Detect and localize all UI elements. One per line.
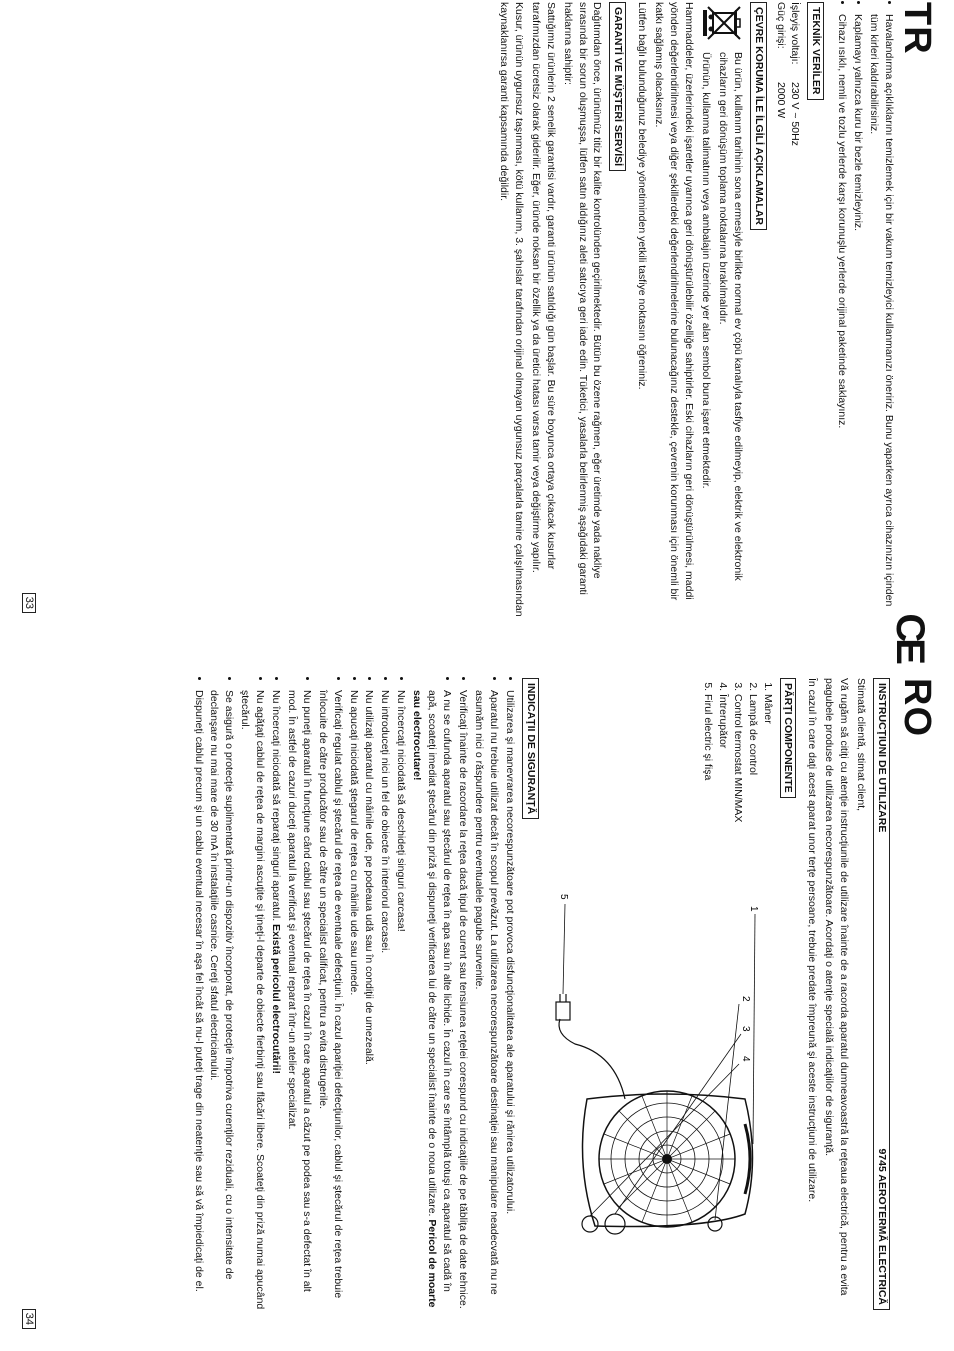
list-item: • Nu utilizaţi aparatul cu mâinile ude, pe podeaua udă sau în condiţii de umezeală. <box>362 690 377 1310</box>
spec-label: Güç girişi: <box>774 2 787 49</box>
parts-row <box>545 678 775 1310</box>
page-tr <box>0 0 954 675</box>
list-item: • Se asigură o protecţie suplimentară printr-un dispozitiv încorporat, de protecţie împotriva curenţilor reziduali, cu o intensitate de declanşare nu mai mare de 30 mA în instalaţiile casnice. Cereţi sfatul electricianului. <box>207 690 237 1310</box>
page-ro <box>0 676 954 1351</box>
callout-1: 1 <box>747 906 759 912</box>
paragraph: Vă rugăm să citiţi cu atenţie instrucţiunile de utilizare înainte de a racorda aparatul dumneavoastră la reţeaua electrică, pentru a evita pagubele produse de utilizarea necorespunzătoare. Acordaţi o atenţie specială indicaţiilor de siguranţă. <box>823 678 851 1296</box>
recycle-text <box>696 52 745 622</box>
section-header-warranty: GARANTİ VE MÜŞTERİ SERVİSİ <box>610 2 627 171</box>
list-item: • Havalandırma açıklıklarını temizlemek için bir vakum temizleyici kullanmanızı öneririz. Bunu yaparken ayrıca cihazınızın içinden tüm kirleri kaldırabilirsiniz. <box>866 14 896 622</box>
list-item: • Kaplamayı yalnızca kuru bir bezle temizleyiniz. <box>850 14 865 622</box>
language-code: RO <box>896 678 938 737</box>
item-text: Nu încercaţi niciodată să reparaţi singuri aparatul. <box>270 690 283 922</box>
recycle-block <box>696 2 745 622</box>
list-item: • Verificaţi înainte de racordare la reţea dacă tipul de curent sau tensiunea reţelei corespund cu indicaţiile de pe tăbliţa de date tehnice. <box>455 690 470 1310</box>
ce-mark: CE <box>888 613 932 661</box>
paragraph: Sattığımız ürünlerin 2 senelik garantisi vardır, garanti ürünün satıldığı gün başlar. Bu süre boyunca ortaya çıkacak kusurlar tarafımızdan ücretsiz olarak giderilir. Eğer, üründe noksan bir özellik ya da üretici hatası varsa tamir veya değiştirme yapılır. <box>529 2 557 573</box>
tr-content <box>494 2 896 622</box>
callout-3: 3 <box>739 1026 751 1032</box>
list-item: 4. Întrerupător <box>715 694 730 884</box>
list-item: • Verificaţi regulat cablul şi ştecărul de reţea de eventuale defecţiuni. În cazul apariţiei defecţiunilor, cablul şi ştecărul de reţea trebuie înlocuite de către producător sau de către un specialist calificat, pentru a evita distrugerile. <box>315 690 345 1310</box>
page-number: 34 <box>22 1309 36 1329</box>
tr-care-list <box>834 2 896 622</box>
greeting: Stimată clientă, stimat client, <box>855 678 868 812</box>
spec-label: İşleyiş voltajı: <box>789 2 802 65</box>
warning-text: Pericol de moarte sau electrocutare! <box>411 690 439 1308</box>
paragraph: Bu ürün, kullanım tarihinin sona ermesiyle birlikte normal ev çöpü kanalıyla tasfiye edilmeyip, elektrik ve elektronik cihazların geri dönüşüm toplama noktalarına bırakılmalıdır. <box>716 52 744 581</box>
callout-5: 5 <box>557 894 569 900</box>
list-item: • Nu introduceţi nici un fel de obiecte în interiorul carcasei. <box>378 690 393 1310</box>
callout-4: 4 <box>739 1056 751 1062</box>
paragraph: În cazul în care daţi acest aparat unor terţe persoane, trebuie predate împreună şi aceste instrucţiuni de utilizare. <box>806 678 819 1203</box>
section-header-tech: TEKNİK VERİLER <box>807 2 824 100</box>
section-header-parts: PĂRŢI COMPONENTE <box>780 678 797 798</box>
paragraph: Lütfen bağlı bulunduğunuz belediye yönetiminden yetkili tasfiye noktasını öğreniniz. <box>636 2 649 390</box>
section-header-environment: ÇEVRE KORUMA İLE İLGİLİ AÇIKLAMALAR <box>750 2 767 230</box>
list-item: • Nu puneţi aparatul în funcţiune când cablul sau ştecărul de reţea în cazul în care aparatul a căzut pe podea sau s-a defectat în alt mod. În astfel de cazuri duceţi aparatul la verificat şi eventual reparat într-un atelier specializat. <box>284 690 314 1310</box>
parts-list <box>549 678 775 884</box>
crossed-bin-icon <box>703 2 745 44</box>
heater-illustration <box>545 884 775 1264</box>
spec-row-voltage <box>788 2 803 322</box>
list-item: • Utilizarea şi manevrarea necorespunzătoare pot provoca disfuncţionalitatea ale aparatului şi rănirea utilizatorului. <box>502 690 517 1310</box>
list-item: • Nu agăţaţi cablul de reţea de margini ascuţite şi ţineţi-l departe de obiecte fierbinţi sau flăcări libere. Scoateţi din priză numai apucând ştecărul. <box>237 690 267 1310</box>
section-header-safety: INDICAŢII DE SIGURANŢĂ <box>522 678 539 819</box>
list-item: • Aparatul nu trebuie utilizat decât în scopul prevăzut. La utilizarea necorespunzătoare destinaţiei sau manipulare neadecvată nu ne asumăm nici o răspundere pentru eventualele pagube survenite. <box>471 690 501 1310</box>
paragraph: Ürünün, kullanma talimatının veya ambalajın üzerinde yer alan sembol buna işaret etmektedir. <box>699 52 712 489</box>
spec-row-power <box>773 2 788 322</box>
page-number: 33 <box>22 593 36 613</box>
list-item <box>409 690 454 1310</box>
list-item: • Nu încercaţi niciodată să deschideţi singuri carcasa! <box>393 690 408 1310</box>
list-item <box>268 690 283 1310</box>
spec-value: 230 V ~ 50Hz <box>789 82 802 146</box>
list-item: 2. Lampă de control <box>745 694 760 884</box>
warning-text: Există pericolul electrocutării! <box>270 924 283 1075</box>
list-item: 3. Control termostat MIN/MAX <box>730 694 745 884</box>
paragraph: Dağıtımdan önce, ürünümüz titiz bir kalite kontrolünden geçirilmektedir. Bütün bu özene rağmen, eğer üretimde yada nakliye sırasında bir sorun oluşmuşsa, lütfen satın aldığınız aleti satıcıya geri iade edin. Tüketici, yasalarla belirlenmiş aşağıdaki garanti haklarına sahiptir: <box>561 2 604 595</box>
paragraph: Kusur, ürünün uygunsuz taşınması, kötü kullanım, 3. şahıslar tarafından orijinal olmayan uygunsuz parçalarla tamire çalışılmasından kaynaklanırsa garanti kapsamında değildir. <box>498 2 525 617</box>
list-item: • Cihazı ısıklı, nemli ve tozlu yerlerde karşı korunuşlu yerlerde orijinal paketinde saklayınız. <box>834 14 849 622</box>
list-item: 1. Mâner <box>760 694 775 884</box>
callout-2: 2 <box>739 996 751 1002</box>
header-title: INSTRUCŢIUNI DE UTILIZARE <box>876 683 888 833</box>
item-text: A nu se cufunda aparatul sau ştecărul de reţea în apa sau în alte lichide. În cazul în care se întâmplă totuşi ca aparatul să cadă în apă, scoateţi imediat ştecărul din priză şi dispuneţi verificarea lui de către un specialist înainte de o noua utilizare. <box>426 690 454 1292</box>
paragraph: Hammaddeler, üzerlerindeki işaretler uyarınca geri dönüştürülebilir özelliğe sahiptirler. Eski cihazların geri dönüştürülmesi, maddi yönden değerlendirilmesi veya diğer şekillerdeki değerlendirilmelerine bulunacağınız destekle, çevrenin korunması için önemli bir katkı sağlamış olacaksınız. <box>653 2 696 601</box>
list-item: 5. Firul electric şi fişa <box>700 694 715 884</box>
model-name: 9745 AEROTERMĂ ELECTRICĂ <box>876 1148 888 1305</box>
spec-value: 2000 W <box>774 82 787 119</box>
list-item: • Nu apucaţi niciodată ştegarul de reţea cu mâinile ude sau umede. <box>346 690 361 1310</box>
language-code: TR <box>896 2 938 55</box>
safety-list <box>191 678 517 1310</box>
ro-content <box>187 678 896 1310</box>
section-header-instructions <box>873 678 890 1310</box>
list-item: • Dispuneţi cablul precum şi un cablu eventual necesar în aşa fel încât să nu-l puteţi trage din neatenţie sau să vă împiedicaţi de el. <box>191 690 206 1310</box>
